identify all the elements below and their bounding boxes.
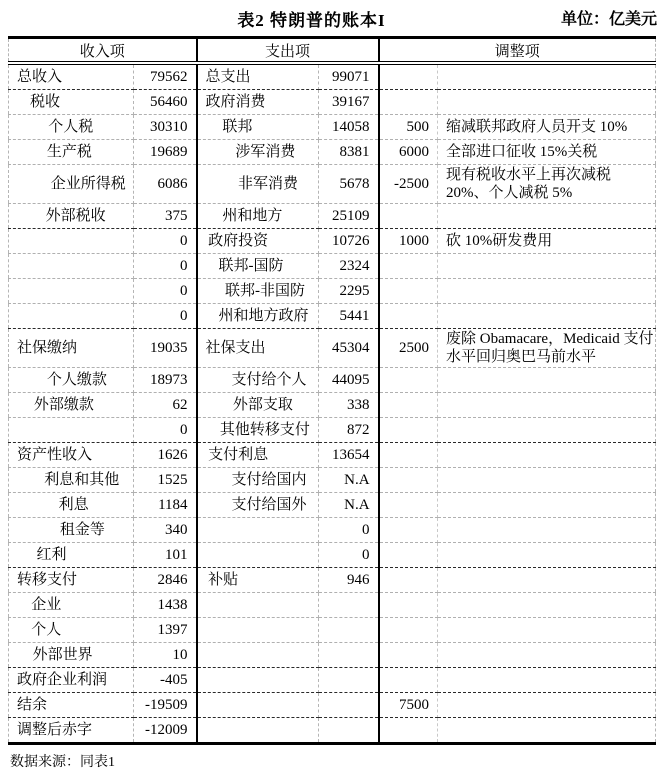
adjustment-value-cell bbox=[379, 618, 438, 643]
adjustment-text-cell bbox=[438, 593, 656, 618]
expenditure-label-cell: 非军消费 bbox=[197, 165, 319, 204]
expenditure-value-cell: 99071 bbox=[319, 63, 379, 90]
adjustment-text-cell bbox=[438, 254, 656, 279]
adjustment-value-cell bbox=[379, 368, 438, 393]
adjustment-text-cell bbox=[438, 668, 656, 693]
income-value-cell: 340 bbox=[134, 518, 197, 543]
table-row bbox=[9, 279, 656, 304]
adjustment-text-cell bbox=[438, 279, 656, 304]
expenditure-value-cell bbox=[319, 643, 379, 668]
expenditure-value-cell: 2295 bbox=[319, 279, 379, 304]
income-value-cell: 1626 bbox=[134, 443, 197, 468]
expenditure-label-cell bbox=[197, 668, 319, 693]
adjustment-text-cell bbox=[438, 304, 656, 329]
expenditure-label-cell: 补贴 bbox=[197, 568, 319, 593]
adjustment-value-cell bbox=[379, 254, 438, 279]
expenditure-label-cell: 联邦-非国防 bbox=[197, 279, 319, 304]
income-label-cell: 企业 bbox=[9, 593, 134, 618]
adjustment-value-cell: 7500 bbox=[379, 693, 438, 718]
column-header-expenditure: 支出项 bbox=[197, 38, 379, 64]
expenditure-label-cell: 州和地方政府 bbox=[197, 304, 319, 329]
expenditure-value-cell: 5441 bbox=[319, 304, 379, 329]
adjustment-text-cell bbox=[438, 618, 656, 643]
income-value-cell: 1184 bbox=[134, 493, 197, 518]
income-value-cell: 0 bbox=[134, 418, 197, 443]
expenditure-label-cell: 政府消费 bbox=[197, 90, 319, 115]
income-value-cell: 1397 bbox=[134, 618, 197, 643]
expenditure-value-cell: 2324 bbox=[319, 254, 379, 279]
adjustment-text-cell bbox=[438, 718, 656, 744]
table-row bbox=[9, 63, 656, 90]
income-label-cell: 资产性收入 bbox=[9, 443, 134, 468]
column-header-adjustment: 调整项 bbox=[379, 38, 656, 64]
income-label-cell: 利息和其他 bbox=[9, 468, 134, 493]
column-header-income: 收入项 bbox=[9, 38, 197, 64]
income-value-cell: 1525 bbox=[134, 468, 197, 493]
table-row bbox=[9, 115, 656, 140]
adjustment-value-cell bbox=[379, 468, 438, 493]
adjustment-text-cell bbox=[438, 90, 656, 115]
expenditure-value-cell: 5678 bbox=[319, 165, 379, 204]
adjustment-value-cell bbox=[379, 304, 438, 329]
adjustment-value-cell bbox=[379, 63, 438, 90]
income-value-cell: 18973 bbox=[134, 368, 197, 393]
adjustment-text-cell bbox=[438, 393, 656, 418]
income-value-cell: 0 bbox=[134, 304, 197, 329]
income-label-cell bbox=[9, 229, 134, 254]
expenditure-label-cell bbox=[197, 643, 319, 668]
table-row bbox=[9, 204, 656, 229]
expenditure-value-cell bbox=[319, 668, 379, 693]
income-value-cell: 79562 bbox=[134, 63, 197, 90]
expenditure-value-cell bbox=[319, 618, 379, 643]
income-value-cell: -405 bbox=[134, 668, 197, 693]
adjustment-value-cell bbox=[379, 393, 438, 418]
table-title: 表2 特朗普的账本I bbox=[237, 11, 386, 30]
adjustment-value-cell: 1000 bbox=[379, 229, 438, 254]
table-row bbox=[9, 368, 656, 393]
expenditure-label-cell bbox=[197, 618, 319, 643]
income-label-cell: 外部税收 bbox=[9, 204, 134, 229]
expenditure-label-cell: 支付给国内 bbox=[197, 468, 319, 493]
expenditure-label-cell: 支付给国外 bbox=[197, 493, 319, 518]
adjustment-value-cell bbox=[379, 643, 438, 668]
adjustment-value-cell: -2500 bbox=[379, 165, 438, 204]
income-label-cell bbox=[9, 304, 134, 329]
adjustment-text-cell bbox=[438, 693, 656, 718]
income-label-cell: 企业所得税 bbox=[9, 165, 134, 204]
adjustment-text-cell: 砍 10%研发费用 bbox=[438, 229, 656, 254]
adjustment-value-cell bbox=[379, 443, 438, 468]
income-value-cell: 0 bbox=[134, 254, 197, 279]
income-value-cell: 0 bbox=[134, 279, 197, 304]
income-value-cell: 30310 bbox=[134, 115, 197, 140]
table-row bbox=[9, 140, 656, 165]
expenditure-label-cell: 州和地方 bbox=[197, 204, 319, 229]
unit-label: 单位：亿美元 bbox=[560, 11, 657, 28]
table-row bbox=[9, 329, 656, 368]
income-label-cell: 结余 bbox=[9, 693, 134, 718]
income-label-cell: 调整后赤字 bbox=[9, 718, 134, 744]
adjustment-value-cell: 6000 bbox=[379, 140, 438, 165]
adjustment-value-cell bbox=[379, 668, 438, 693]
table-row bbox=[9, 254, 656, 279]
table-row bbox=[9, 393, 656, 418]
income-label-cell bbox=[9, 418, 134, 443]
income-label-cell: 生产税 bbox=[9, 140, 134, 165]
adjustment-text-cell bbox=[438, 443, 656, 468]
table-row bbox=[9, 443, 656, 468]
expenditure-value-cell: 0 bbox=[319, 543, 379, 568]
expenditure-value-cell: 44095 bbox=[319, 368, 379, 393]
income-label-cell: 利息 bbox=[9, 493, 134, 518]
expenditure-label-cell: 总支出 bbox=[197, 63, 319, 90]
table-row bbox=[9, 518, 656, 543]
expenditure-label-cell bbox=[197, 543, 319, 568]
expenditure-label-cell: 联邦 bbox=[197, 115, 319, 140]
income-value-cell: 1438 bbox=[134, 593, 197, 618]
income-value-cell: 375 bbox=[134, 204, 197, 229]
adjustment-value-cell bbox=[379, 418, 438, 443]
income-value-cell: -19509 bbox=[134, 693, 197, 718]
adjustment-text-cell bbox=[438, 518, 656, 543]
adjustment-text-cell: 废除 Obamacare，Medicaid 支付水平回归奥巴马前水平 bbox=[438, 329, 656, 368]
expenditure-label-cell bbox=[197, 518, 319, 543]
table-row bbox=[9, 593, 656, 618]
income-label-cell: 外部世界 bbox=[9, 643, 134, 668]
expenditure-value-cell: 0 bbox=[319, 518, 379, 543]
table-row bbox=[9, 668, 656, 693]
expenditure-value-cell: 10726 bbox=[319, 229, 379, 254]
adjustment-text-cell bbox=[438, 468, 656, 493]
adjustment-text-cell: 现有税收水平上再次减税 20%、个人减税 5% bbox=[438, 165, 656, 204]
title-bar bbox=[0, 0, 663, 36]
income-label-cell: 红利 bbox=[9, 543, 134, 568]
adjustment-value-cell bbox=[379, 493, 438, 518]
income-label-cell: 转移支付 bbox=[9, 568, 134, 593]
table-row bbox=[9, 643, 656, 668]
income-value-cell: 56460 bbox=[134, 90, 197, 115]
adjustment-text-cell bbox=[438, 418, 656, 443]
adjustment-value-cell bbox=[379, 568, 438, 593]
expenditure-label-cell: 社保支出 bbox=[197, 329, 319, 368]
income-label-cell: 个人 bbox=[9, 618, 134, 643]
expenditure-label-cell: 涉军消费 bbox=[197, 140, 319, 165]
income-value-cell: 6086 bbox=[134, 165, 197, 204]
expenditure-label-cell: 支付利息 bbox=[197, 443, 319, 468]
adjustment-value-cell bbox=[379, 279, 438, 304]
table-row bbox=[9, 543, 656, 568]
table-row bbox=[9, 618, 656, 643]
income-value-cell: 0 bbox=[134, 229, 197, 254]
adjustment-text-cell bbox=[438, 493, 656, 518]
expenditure-label-cell: 政府投资 bbox=[197, 229, 319, 254]
expenditure-label-cell bbox=[197, 593, 319, 618]
income-value-cell: 101 bbox=[134, 543, 197, 568]
table-row bbox=[9, 418, 656, 443]
adjustment-value-cell: 500 bbox=[379, 115, 438, 140]
table-row bbox=[9, 718, 656, 744]
expenditure-label-cell: 其他转移支付 bbox=[197, 418, 319, 443]
expenditure-value-cell bbox=[319, 693, 379, 718]
expenditure-value-cell bbox=[319, 593, 379, 618]
income-label-cell bbox=[9, 254, 134, 279]
adjustment-text-cell: 缩减联邦政府人员开支 10% bbox=[438, 115, 656, 140]
expenditure-label-cell: 支付给个人 bbox=[197, 368, 319, 393]
adjustment-value-cell bbox=[379, 543, 438, 568]
income-label-cell bbox=[9, 279, 134, 304]
income-label-cell: 政府企业利润 bbox=[9, 668, 134, 693]
adjustment-value-cell bbox=[379, 518, 438, 543]
adjustment-value-cell bbox=[379, 593, 438, 618]
expenditure-value-cell: 25109 bbox=[319, 204, 379, 229]
income-value-cell: 10 bbox=[134, 643, 197, 668]
expenditure-label-cell: 外部支取 bbox=[197, 393, 319, 418]
table-row bbox=[9, 693, 656, 718]
adjustment-text-cell: 全部进口征收 15%关税 bbox=[438, 140, 656, 165]
expenditure-value-cell: 872 bbox=[319, 418, 379, 443]
adjustment-text-cell bbox=[438, 368, 656, 393]
income-label-cell: 个人缴款 bbox=[9, 368, 134, 393]
income-value-cell: 2846 bbox=[134, 568, 197, 593]
table-row bbox=[9, 493, 656, 518]
adjustment-value-cell bbox=[379, 718, 438, 744]
table-row bbox=[9, 468, 656, 493]
expenditure-label-cell bbox=[197, 693, 319, 718]
adjustment-text-cell bbox=[438, 204, 656, 229]
table-row bbox=[9, 304, 656, 329]
expenditure-value-cell: 14058 bbox=[319, 115, 379, 140]
expenditure-value-cell: 13654 bbox=[319, 443, 379, 468]
adjustment-text-cell bbox=[438, 63, 656, 90]
income-label-cell: 租金等 bbox=[9, 518, 134, 543]
expenditure-value-cell: 8381 bbox=[319, 140, 379, 165]
adjustment-value-cell: 2500 bbox=[379, 329, 438, 368]
header-row bbox=[9, 38, 656, 64]
income-label-cell: 个人税 bbox=[9, 115, 134, 140]
expenditure-value-cell bbox=[319, 718, 379, 744]
ledger-table bbox=[8, 36, 656, 745]
income-label-cell: 外部缴款 bbox=[9, 393, 134, 418]
income-value-cell: 19035 bbox=[134, 329, 197, 368]
adjustment-value-cell bbox=[379, 204, 438, 229]
adjustment-value-cell bbox=[379, 90, 438, 115]
expenditure-value-cell: N.A bbox=[319, 468, 379, 493]
adjustment-text-cell bbox=[438, 568, 656, 593]
income-value-cell: 19689 bbox=[134, 140, 197, 165]
expenditure-value-cell: 45304 bbox=[319, 329, 379, 368]
expenditure-value-cell: 39167 bbox=[319, 90, 379, 115]
table-row bbox=[9, 568, 656, 593]
adjustment-text-cell bbox=[438, 643, 656, 668]
adjustment-text-cell bbox=[438, 543, 656, 568]
income-label-cell: 总收入 bbox=[9, 63, 134, 90]
income-label-cell: 税收 bbox=[9, 90, 134, 115]
expenditure-value-cell: 946 bbox=[319, 568, 379, 593]
expenditure-label-cell: 联邦-国防 bbox=[197, 254, 319, 279]
income-value-cell: 62 bbox=[134, 393, 197, 418]
expenditure-value-cell: 338 bbox=[319, 393, 379, 418]
expenditure-label-cell bbox=[197, 718, 319, 744]
source-note: 数据来源：同表1 bbox=[10, 755, 115, 770]
income-label-cell: 社保缴纳 bbox=[9, 329, 134, 368]
table-row bbox=[9, 229, 656, 254]
income-value-cell: -12009 bbox=[134, 718, 197, 744]
table-row bbox=[9, 90, 656, 115]
expenditure-value-cell: N.A bbox=[319, 493, 379, 518]
table-row bbox=[9, 165, 656, 204]
